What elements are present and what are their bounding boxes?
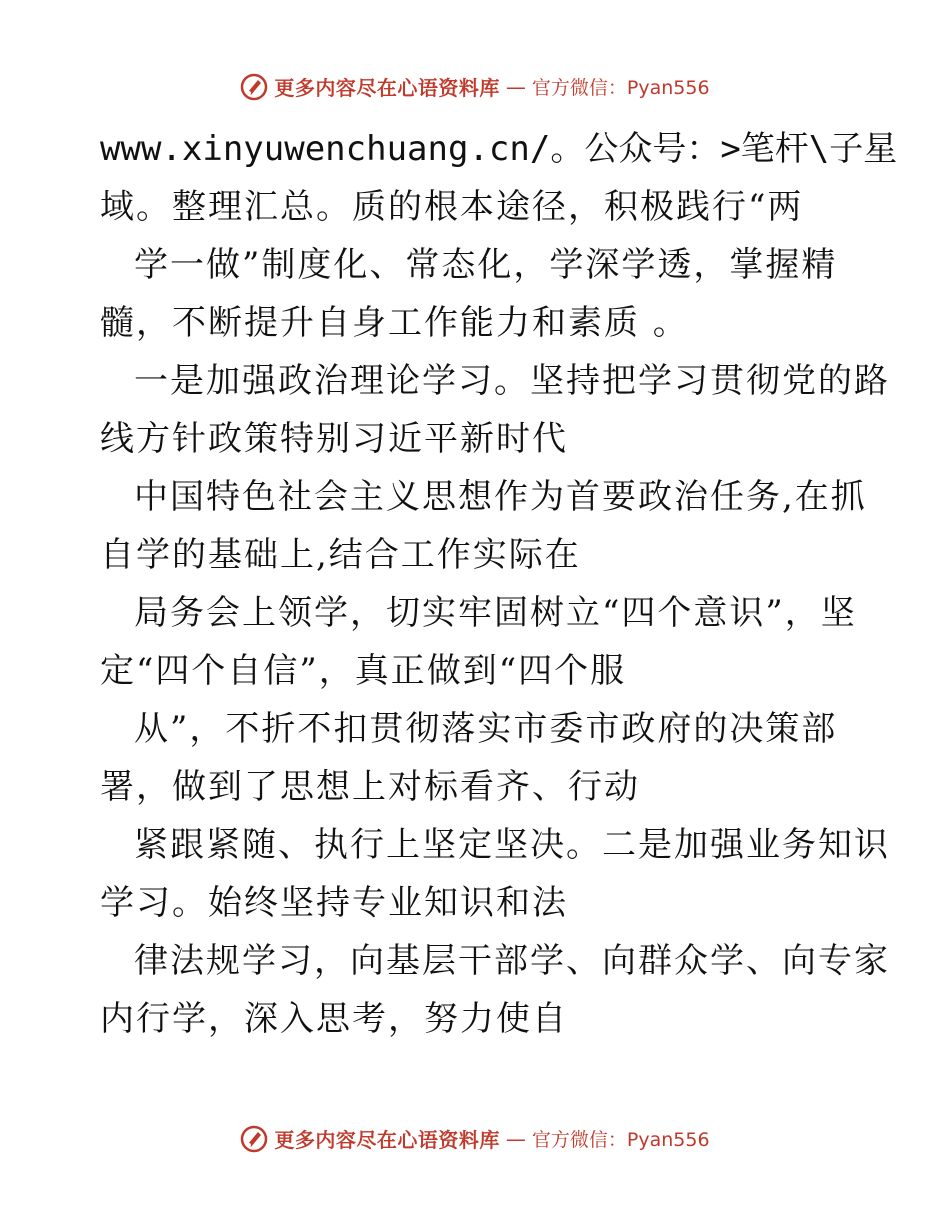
text-line: 中国特色社会主义思想作为首要政治任务,在抓	[134, 477, 867, 517]
banner-title: 更多内容尽在心语资料库	[274, 1128, 500, 1152]
text-line: 紧跟紧随、执行上坚定坚决。二是加强业务知识	[134, 825, 890, 865]
text-line: 学一做”制度化、常态化，学深学透，掌握精	[134, 245, 838, 285]
text-line: 一是加强政治理论学习。坚持把学习贯彻党的路	[134, 361, 890, 401]
text-line: 自学的基础上,结合工作实际在	[100, 535, 581, 575]
footer-banner	[0, 1124, 950, 1153]
text-line: 署，做到了思想上对标看齐、行动	[100, 767, 640, 807]
banner-separator: —	[505, 1126, 526, 1151]
text-line: 律法规学习，向基层干部学、向群众学、向专家	[134, 941, 890, 981]
banner-separator: —	[505, 74, 526, 99]
document-body	[100, 120, 898, 1048]
text-line: 髓，不断提升自身工作能力和素质 。	[100, 303, 689, 343]
banner-wechat: 官方微信：Pyan556	[531, 77, 710, 99]
text-line: www.xinyuwenchuang.cn/。公众号：>笔杆\子星	[100, 129, 898, 169]
text-line: 内行学，深入思考，努力使自	[100, 999, 568, 1039]
text-line: 线方针政策特别习近平新时代	[100, 419, 568, 459]
pen-seal-logo-icon	[240, 1125, 268, 1153]
text-line: 从”，不折不扣贯彻落实市委市政府的决策部	[134, 709, 838, 749]
header-banner	[0, 72, 950, 101]
text-line: 学习。始终坚持专业知识和法	[100, 883, 568, 923]
banner-title: 更多内容尽在心语资料库	[274, 76, 500, 100]
banner-wechat: 官方微信：Pyan556	[531, 1129, 710, 1151]
text-line: 域。整理汇总。质的根本途径，积极践行“两	[100, 187, 804, 227]
text-line: 局务会上领学，切实牢固树立“四个意识”，坚	[134, 593, 857, 633]
text-line: 定“四个自信”，真正做到“四个服	[100, 651, 627, 691]
pen-seal-logo-icon	[240, 73, 268, 101]
